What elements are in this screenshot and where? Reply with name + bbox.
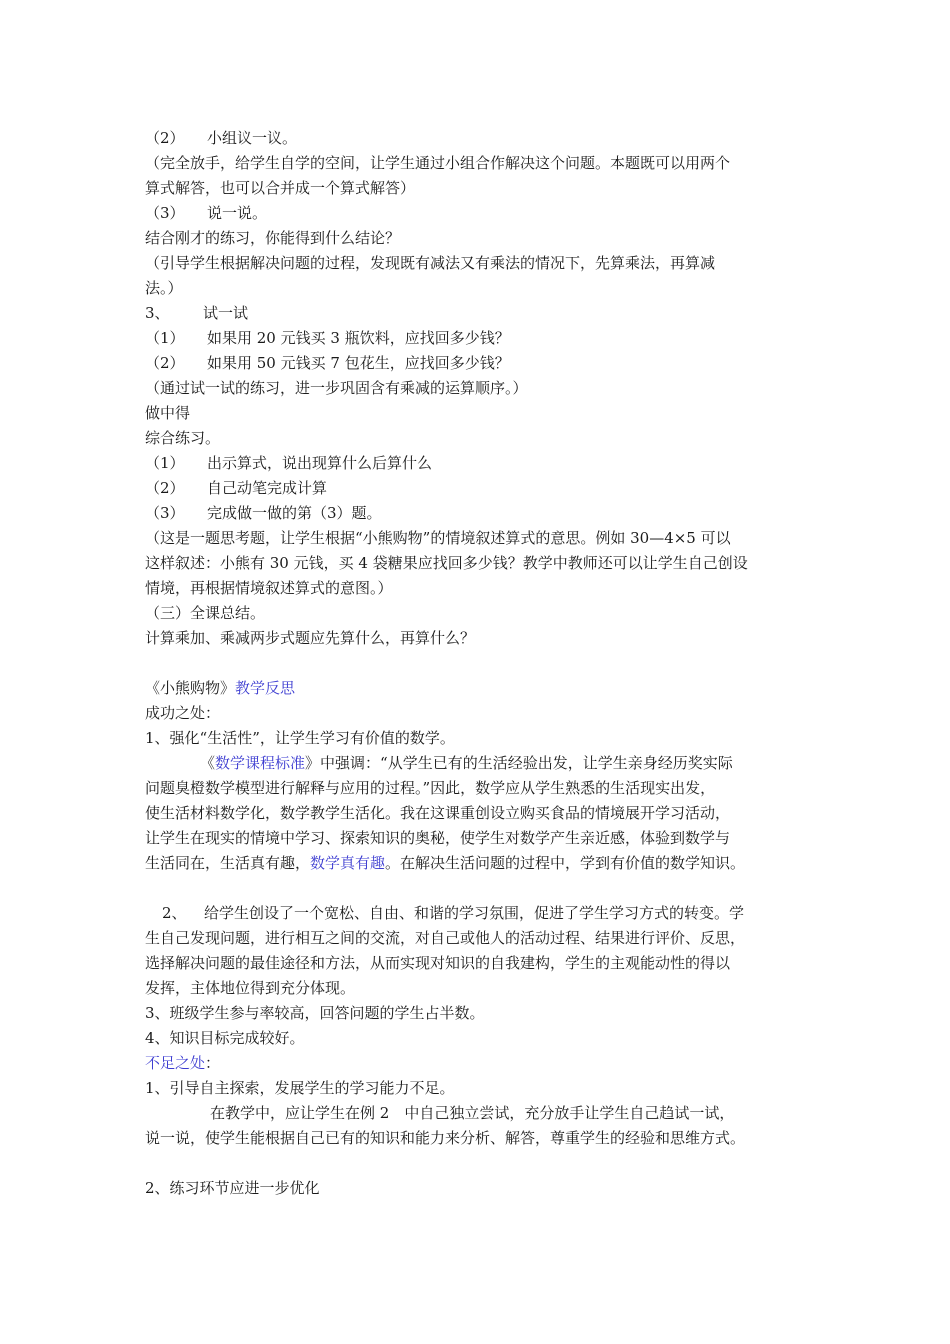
paragraph-line: （完全放手，给学生自学的空间，让学生通过小组合作解决这个问题。本题既可以用两个 bbox=[145, 154, 731, 172]
paragraph-line bbox=[200, 753, 815, 773]
item-number: （1） bbox=[145, 454, 185, 472]
item-number: 2、 bbox=[162, 904, 187, 922]
paragraph-line: 综合练习。 bbox=[145, 429, 221, 447]
section-heading: 做中得 bbox=[145, 404, 191, 422]
item-text: 如果用 50 元钱买 7 包花生，应找回多少钱？ bbox=[207, 354, 510, 372]
title-link[interactable]: 教学反思 bbox=[235, 679, 296, 697]
paragraph-line: 选择解决问题的最佳途径和方法，从而实现对知识的自我建构，学生的主观能动性的得以 bbox=[145, 954, 731, 972]
item-text: 小组议一议。 bbox=[207, 129, 298, 147]
paragraph-line: 2、练习环节应进一步优化 bbox=[145, 1179, 320, 1197]
list-item bbox=[145, 478, 815, 498]
item-number: 3、 bbox=[145, 304, 170, 322]
list-item bbox=[145, 453, 815, 473]
paragraph-line: 问题臭橙数学模型进行解释与应用的过程。”因此，数学应从学生熟悉的生活现实出发， bbox=[145, 779, 716, 797]
text-run: 《 bbox=[200, 754, 216, 772]
title-text: 《小熊购物》 bbox=[145, 679, 236, 697]
paragraph-line: 在教学中，应让学生在例 2 中自己独立尝试，充分放手让学生自己趋试一试， bbox=[210, 1104, 735, 1122]
paragraph-line: 计算乘加、乘减两步式题应先算什么，再算什么？ bbox=[145, 629, 476, 647]
step-3-line bbox=[145, 203, 815, 223]
item-number: （3） bbox=[145, 504, 185, 522]
paragraph-line: 使生活材料数学化，数学教学生活化。我在这课重创设立购买食品的情境展开学习活动， bbox=[145, 804, 731, 822]
item-number: （1） bbox=[145, 329, 185, 347]
item-text: 试一试 bbox=[203, 304, 249, 322]
paragraph-line: 1、引导自主探索，发展学生的学习能力不足。 bbox=[145, 1079, 455, 1097]
item-number: （2） bbox=[145, 354, 185, 372]
paragraph-line: （引导学生根据解决问题的过程，发现既有减法又有乘法的情况下，先算乘法，再算减 bbox=[145, 254, 716, 272]
item-text: 出示算式，说出现算什么后算什么 bbox=[207, 454, 433, 472]
paragraph-line: 说一说，使学生能根据自己已有的知识和能力来分析、解答，尊重学生的经验和思维方式。 bbox=[145, 1129, 746, 1147]
text-run: 。在解决生活问题的过程中，学到有价值的数学知识。 bbox=[385, 854, 746, 872]
paragraph-line: 3、班级学生参与率较高，回答问题的学生占半数。 bbox=[145, 1004, 485, 1022]
section-heading: （三）全课总结。 bbox=[145, 604, 266, 622]
shortcomings-link[interactable]: 不足之处 bbox=[145, 1054, 206, 1072]
paragraph-line: 结合刚才的练习，你能得到什么结论？ bbox=[145, 229, 401, 247]
paragraph-line: 让学生在现实的情境中学习、探索知识的奥秘，使学生对数学产生亲近感，体验到数学与 bbox=[145, 829, 731, 847]
paragraph-line: 1、强化“生活性”，让学生学习有价值的数学。 bbox=[145, 729, 455, 747]
list-item bbox=[145, 328, 815, 348]
item-number: （3） bbox=[145, 204, 185, 222]
item-number: （2） bbox=[145, 129, 185, 147]
curriculum-standard-link[interactable]: 数学课程标准 bbox=[215, 754, 306, 772]
paragraph-line: 情境，再根据情境叙述算式的意图。） bbox=[145, 579, 393, 597]
text-run: ： bbox=[205, 1054, 221, 1072]
paragraph-line: 法。） bbox=[145, 279, 183, 297]
paragraph-line: （通过试一试的练习，进一步巩固含有乘减的运算顺序。） bbox=[145, 379, 528, 397]
paragraph-line: （这是一题思考题，让学生根据“小熊购物”的情境叙述算式的意思。例如 30—4×5 可以 bbox=[145, 529, 731, 547]
item-text: 完成做一做的第（3）题。 bbox=[207, 504, 382, 522]
paragraph-line: 4、知识目标完成较好。 bbox=[145, 1029, 305, 1047]
paragraph-line: 这样叙述：小熊有 30 元钱，买 4 袋糖果应找回多少钱？教学中教师还可以让学生自己创设 bbox=[145, 554, 748, 572]
text-run: 》中强调：“从学生已有的生活经验出发，让学生亲身经历奖实际 bbox=[305, 754, 733, 772]
fun-math-link[interactable]: 数学真有趣 bbox=[310, 854, 386, 872]
list-item bbox=[145, 503, 815, 523]
reflection-title bbox=[145, 678, 815, 698]
paragraph-line bbox=[145, 853, 815, 873]
section-heading bbox=[145, 1053, 815, 1073]
section-heading bbox=[145, 303, 815, 323]
list-item bbox=[162, 903, 815, 923]
section-heading: 成功之处： bbox=[145, 704, 221, 722]
item-number: （2） bbox=[145, 479, 185, 497]
paragraph-line: 发挥，主体地位得到充分体现。 bbox=[145, 979, 356, 997]
item-text: 如果用 20 元钱买 3 瓶饮料，应找回多少钱？ bbox=[207, 329, 510, 347]
item-text: 说一说。 bbox=[207, 204, 268, 222]
paragraph-line: 生自己发现问题，进行相互之间的交流，对自己或他人的活动过程、结果进行评价、反思， bbox=[145, 929, 746, 947]
text-run: 生活同在，生活真有趣， bbox=[145, 854, 311, 872]
paragraph-line: 算式解答，也可以合并成一个算式解答） bbox=[145, 179, 416, 197]
list-item bbox=[145, 353, 815, 373]
step-2-line bbox=[145, 128, 815, 148]
item-text: 自己动笔完成计算 bbox=[207, 479, 328, 497]
item-text: 给学生创设了一个宽松、自由、和谐的学习氛围，促进了学生学习方式的转变。学 bbox=[204, 904, 745, 922]
